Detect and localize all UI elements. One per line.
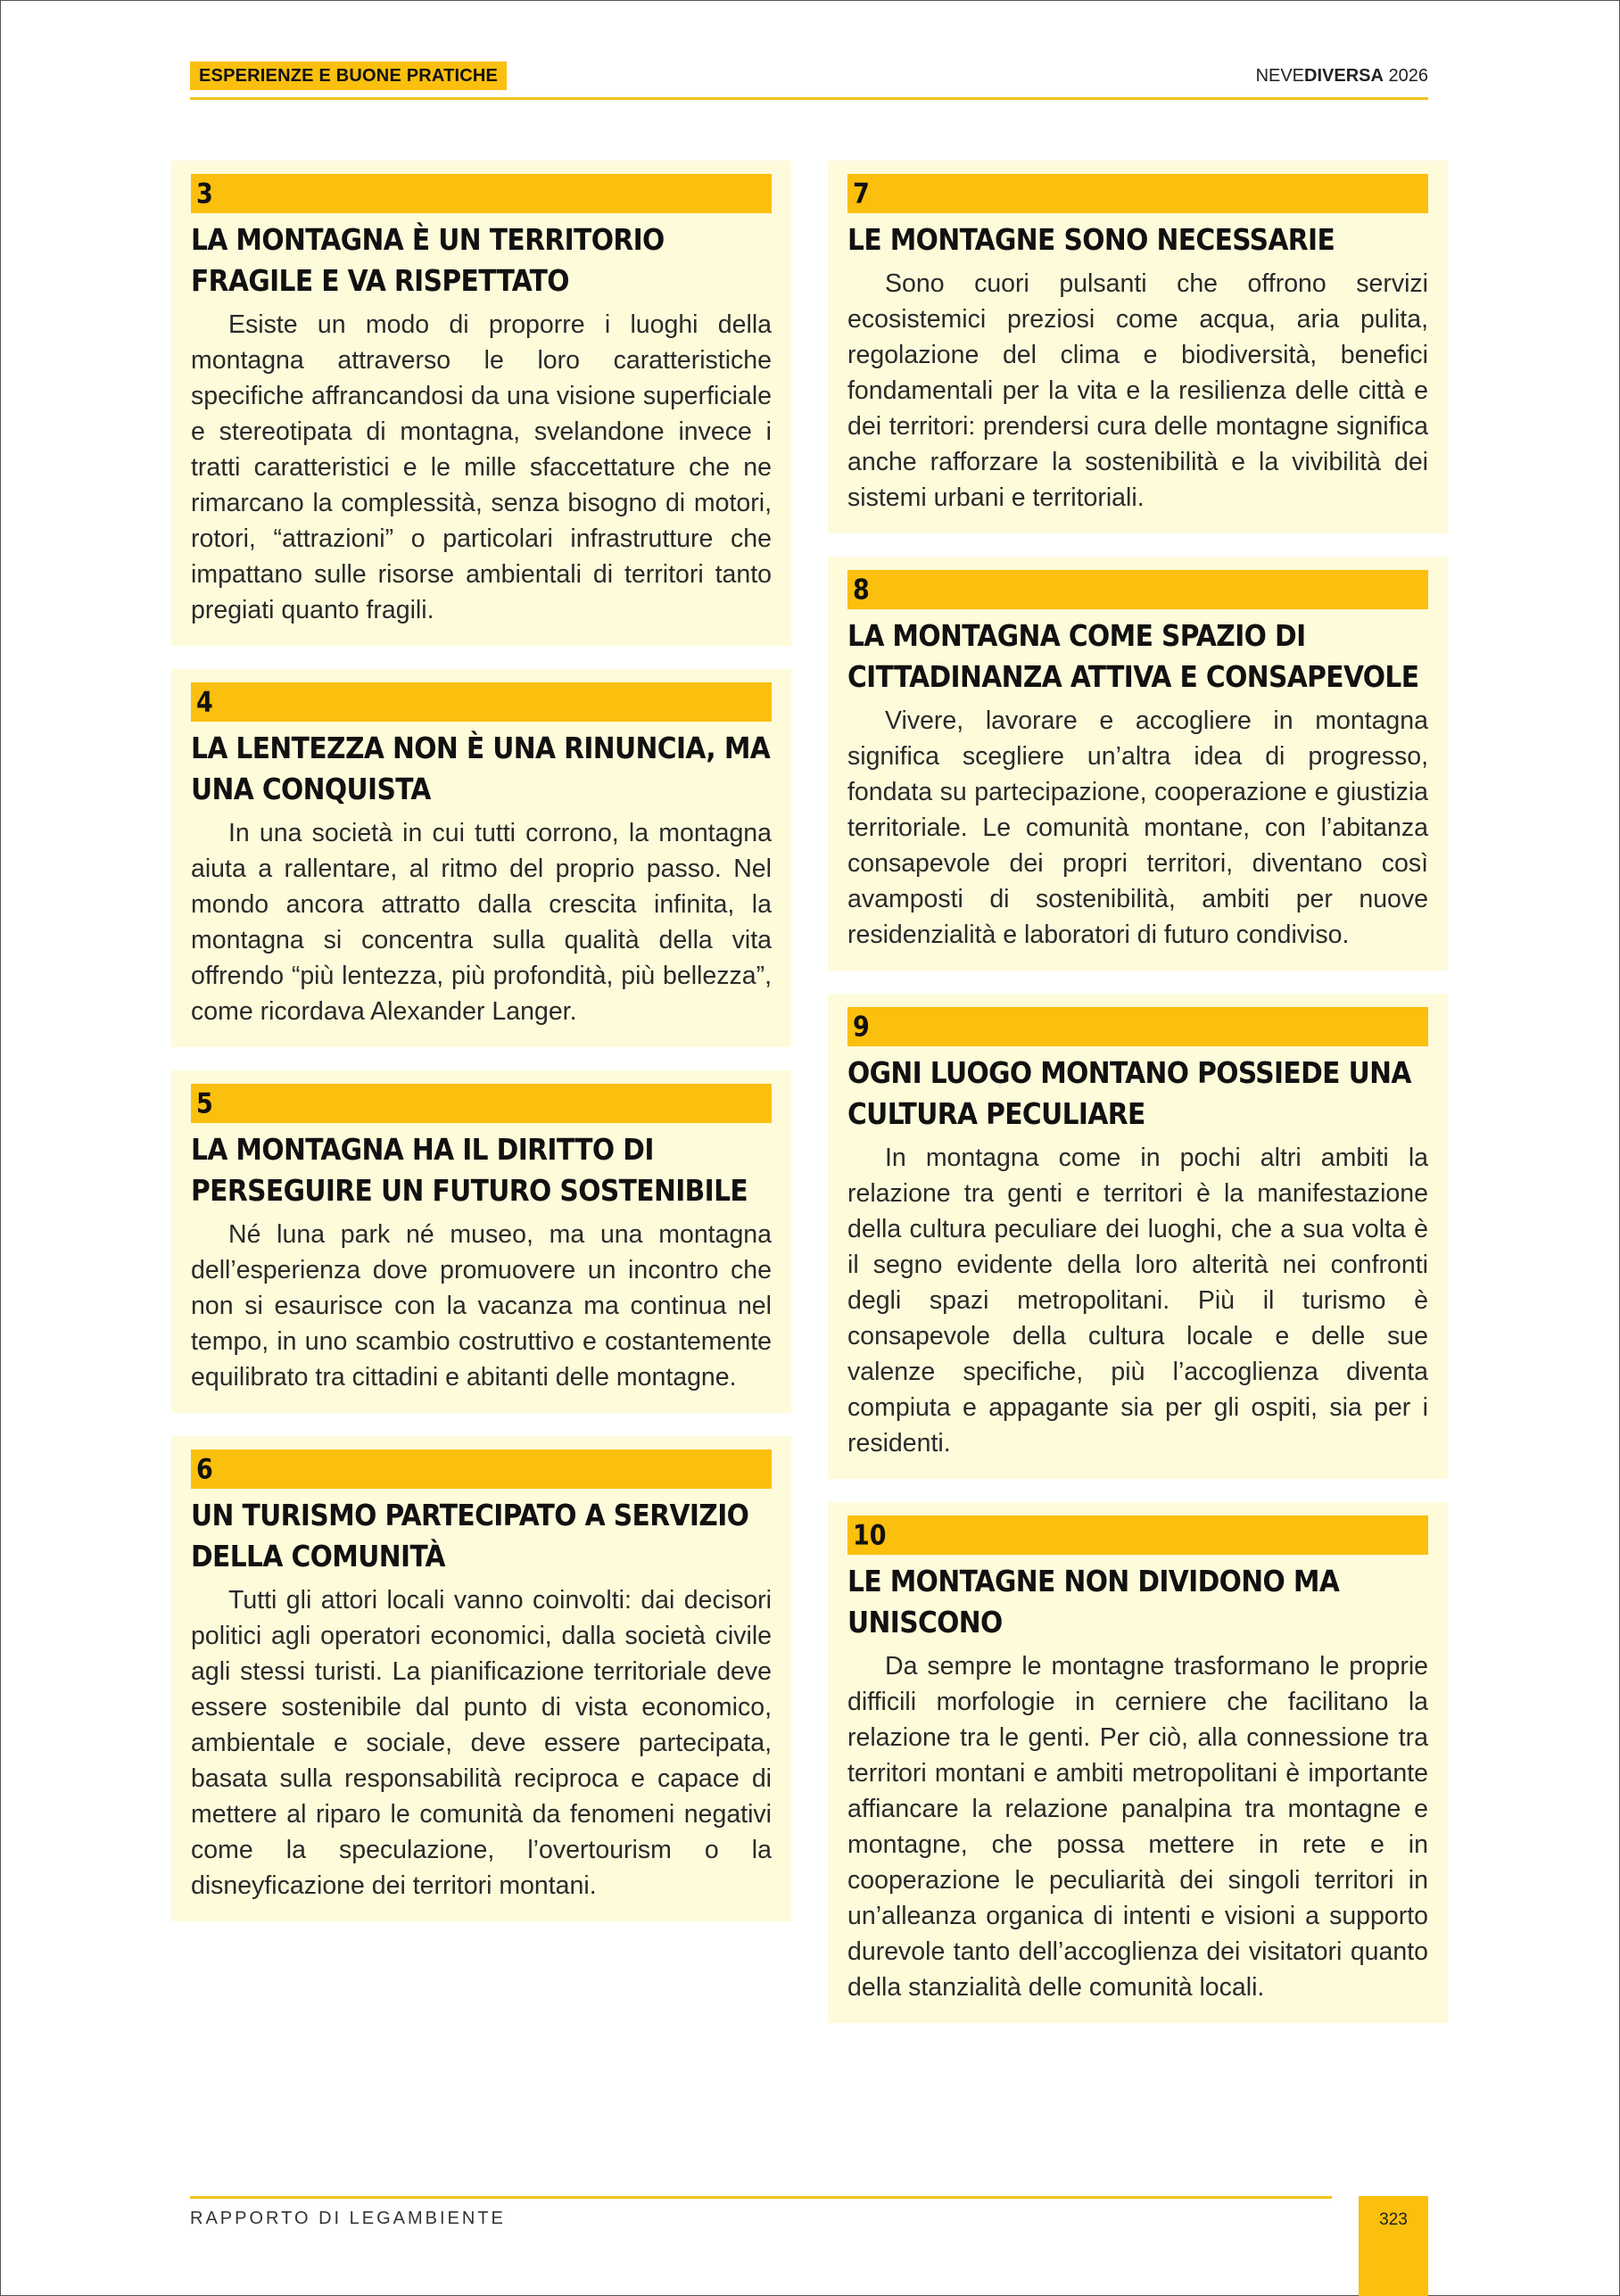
publication-name: RAPPORTO DI LEGAMBIENTE xyxy=(190,2209,506,2228)
card-number: 3 xyxy=(191,174,772,213)
card-text: In montagna come in pochi altri ambiti la relazione tra genti e territori è la manifestazione della cultura peculiare dei luoghi, che a sua volta è il segno evidente della loro alterità nei confronti degli spazi metropolitani. Più il turismo è consapevole della cultura locale e delle sue valenze specifiche, più l’accoglienza diventa compiuta e appagante sia per gli ospiti, sia per i residenti. xyxy=(847,1144,1428,1458)
footer-rule xyxy=(190,2196,1332,2199)
card-number: 7 xyxy=(847,174,1428,213)
principle-card-9 xyxy=(828,994,1448,1479)
card-text: In una società in cui tutti corrono, la montagna aiuta a rallentare, al ritmo del proprio passo. Nel mondo ancora attratto dalla crescita infinita, la montagna si concentra sulla qualità della vita offrendo “più lentezza, più profondità, più bellezza”, come ricordava Alexander Langer. xyxy=(191,819,772,1026)
section-tag: ESPERIENZE E BUONE PRATICHE xyxy=(190,62,507,90)
card-title: LE MONTAGNE NON DIVIDONO MA UNISCONO xyxy=(847,1564,1340,1639)
brand-light: NEVE xyxy=(1255,66,1305,86)
card-text: Né luna park né museo, ma una montagna dell’esperienza dove promuovere un incontro che non si esaurisce con la vacanza ma continua nel tempo, in uno scambio costruttivo e costantemente equilibrato tra cittadini e abitanti delle montagne. xyxy=(191,1220,772,1392)
principle-card-5 xyxy=(171,1070,791,1413)
card-title: LA MONTAGNA HA IL DIRITTO DI PERSEGUIRE UN FUTURO SOSTENIBILE xyxy=(191,1132,748,1208)
principle-card-3 xyxy=(171,161,791,646)
card-text: Esiste un modo di proporre i luoghi della montagna attraverso le loro caratteristiche specifiche affrancandosi da una visione superficiale e stereotipata di montagna, svelandone invece i tratti caratteristici e le mille sfaccettature che ne rimarcano la complessità, senza bisogno di motori, rotori, “attrazioni” o particolari infrastrutture che impattano sulle risorse ambientali di territori tanto pregiati quanto fragili. xyxy=(191,310,772,624)
card-title: LA MONTAGNA COME SPAZIO DI CITTADINANZA ATTIVA E CONSAPEVOLE xyxy=(847,618,1419,694)
card-title: UN TURISMO PARTECIPATO A SERVIZIO DELLA COMUNITÀ xyxy=(191,1498,749,1573)
principle-card-10 xyxy=(828,1502,1448,2023)
principle-card-6 xyxy=(171,1436,791,1921)
card-text: Vivere, lavorare e accogliere in montagna significa scegliere un’altra idea di progresso, fondata su partecipazione, cooperazione e giustizia territoriale. Le comunità montane, con l’abitanza consapevole dei propri territori, diventano così avamposti di sostenibilità, ambiti per nuove residenzialità e laboratori di futuro condiviso. xyxy=(847,706,1428,949)
card-number: 10 xyxy=(847,1516,1428,1555)
card-number: 5 xyxy=(191,1084,772,1123)
card-number: 6 xyxy=(191,1449,772,1489)
left-column xyxy=(171,161,791,1945)
card-title: LE MONTAGNE SONO NECESSARIE xyxy=(847,222,1335,257)
card-title: LA MONTAGNA È UN TERRITORIO FRAGILE E VA RISPETTATO xyxy=(191,222,665,298)
header-rule xyxy=(190,97,1428,100)
card-number: 4 xyxy=(191,682,772,722)
brand-year: 2026 xyxy=(1383,66,1428,86)
card-number: 9 xyxy=(847,1007,1428,1046)
card-text: Da sempre le montagne trasformano le proprie difficili morfologie in cerniere che facilitano la relazione tra le genti. Per ciò, alla connessione tra territori montani e ambiti metropolitani è importante affiancare la relazione panalpina tra montagne e montagne, che possa mettere in rete e in cooperazione le peculiarità dei singoli territori in un’alleanza organica di intenti e visioni a supporto durevole tanto dell’accoglienza dei visitatori quanto della stanzialità delle comunità locali. xyxy=(847,1652,1428,2002)
principle-card-8 xyxy=(828,557,1448,970)
card-title: LA LENTEZZA NON È UNA RINUNCIA, MA UNA CONQUISTA xyxy=(191,731,771,806)
card-text: Sono cuori pulsanti che offrono servizi ecosistemici preziosi come acqua, aria pulita, regolazione del clima e biodiversità, benefici fondamentali per la vita e la resilienza delle città e dei territori: prendersi cura delle montagne significa anche rafforzare la sostenibilità e la vivibilità dei sistemi urbani e territoriali. xyxy=(847,269,1428,512)
page-number: 323 xyxy=(1359,2196,1428,2296)
brand-title xyxy=(1256,62,1428,90)
right-column xyxy=(828,161,1448,2046)
principle-card-4 xyxy=(171,669,791,1047)
principle-card-7 xyxy=(828,161,1448,533)
card-text: Tutti gli attori locali vanno coinvolti: dai decisori politici agli operatori economici, dalla società civile agli stessi turisti. La pianificazione territoriale deve essere sostenibile dal punto di vista economico, ambientale e sociale, deve essere partecipata, basata sulla responsabilità reciproca e capace di mettere al riparo le comunità da fenomeni negativi come la speculazione, l’overtourism o la disneyficazione dei territori montani. xyxy=(191,1586,772,1900)
card-number: 8 xyxy=(847,570,1428,609)
brand-bold: DIVERSA xyxy=(1304,66,1384,86)
card-title: OGNI LUOGO MONTANO POSSIEDE UNA CULTURA PECULIARE xyxy=(847,1055,1411,1131)
